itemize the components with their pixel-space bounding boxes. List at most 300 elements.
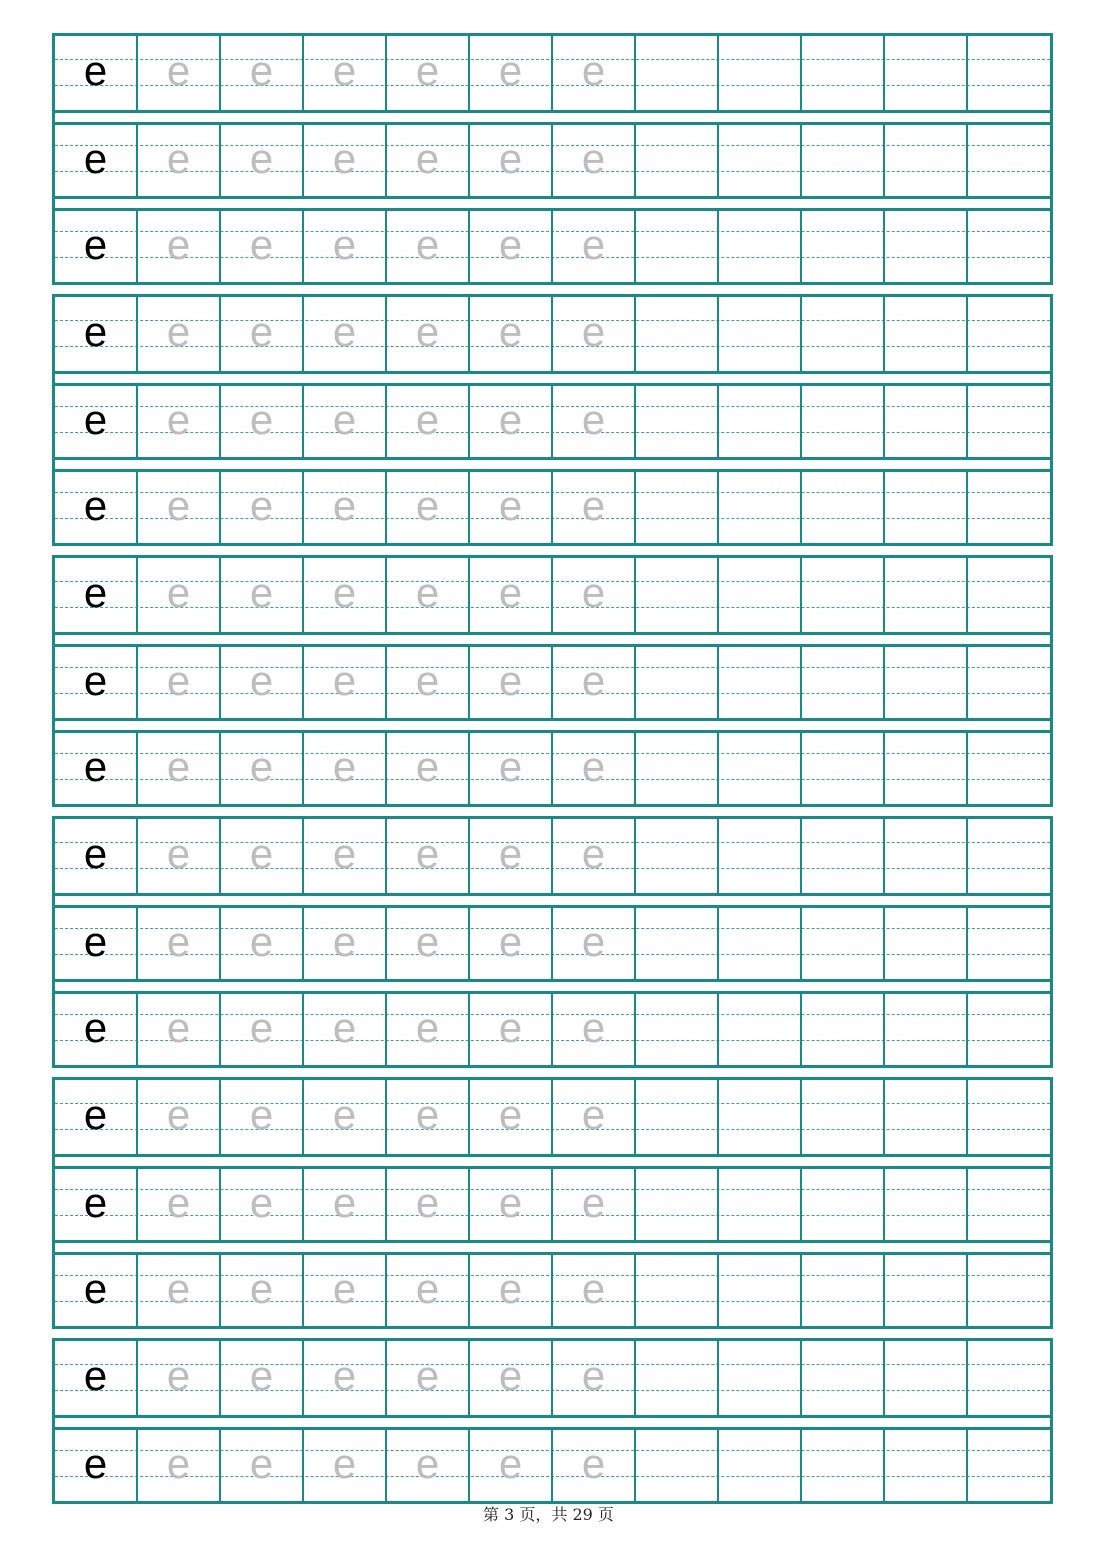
- row-group: [52, 1338, 1053, 1504]
- practice-row: [55, 644, 1050, 718]
- trace-letter: e: [581, 569, 606, 616]
- trace-letter: e: [581, 1091, 606, 1138]
- blank-writing-cell: [968, 1255, 1050, 1326]
- trace-letter: e: [166, 1091, 191, 1138]
- blank-writing-cell: [719, 1341, 802, 1415]
- blank-writing-cell: [885, 647, 968, 718]
- blank-writing-cell: [636, 994, 719, 1065]
- row-separator: [55, 371, 1050, 374]
- page-footer: 第 3 页，共 29 页: [483, 1505, 614, 1524]
- trace-letter: e: [249, 1352, 274, 1399]
- blank-writing-cell: [885, 1080, 968, 1154]
- trace-letter: e: [415, 1091, 440, 1138]
- trace-letter: e: [498, 1004, 523, 1051]
- blank-writing-cell: [636, 1080, 719, 1154]
- trace-letter-cell: [553, 297, 636, 371]
- practice-row: [55, 1080, 1050, 1154]
- trace-letter: e: [581, 1265, 606, 1312]
- model-letter-cell: [55, 647, 138, 718]
- blank-writing-cell: [719, 386, 802, 457]
- trace-letter: e: [249, 569, 274, 616]
- trace-letter-cell: [304, 297, 387, 371]
- model-letter: e: [83, 1091, 108, 1138]
- trace-letter-cell: [553, 472, 636, 543]
- trace-letter: e: [332, 221, 357, 268]
- blank-writing-cell: [636, 908, 719, 979]
- row-separator: [55, 893, 1050, 896]
- model-letter-cell: [55, 36, 138, 110]
- trace-letter-cell: [304, 1430, 387, 1501]
- blank-writing-cell: [885, 558, 968, 632]
- trace-letter: e: [498, 308, 523, 355]
- blank-writing-cell: [968, 1169, 1050, 1240]
- practice-row: [55, 36, 1050, 110]
- model-letter-cell: [55, 733, 138, 804]
- trace-letter-cell: [221, 1341, 304, 1415]
- trace-letter: e: [415, 657, 440, 704]
- trace-letter-cell: [304, 558, 387, 632]
- trace-letter: e: [249, 135, 274, 182]
- trace-letter-cell: [470, 908, 553, 979]
- trace-letter: e: [249, 1265, 274, 1312]
- trace-letter-cell: [553, 386, 636, 457]
- row-group: [52, 33, 1053, 285]
- blank-writing-cell: [719, 1080, 802, 1154]
- trace-letter: e: [166, 482, 191, 529]
- model-letter: e: [83, 830, 108, 877]
- blank-writing-cell: [885, 472, 968, 543]
- trace-letter: e: [498, 1091, 523, 1138]
- trace-letter-cell: [138, 125, 221, 196]
- trace-letter: e: [415, 482, 440, 529]
- row-separator: [55, 979, 1050, 982]
- blank-writing-cell: [968, 1080, 1050, 1154]
- blank-writing-cell: [968, 1341, 1050, 1415]
- practice-row: [55, 469, 1050, 543]
- trace-letter-cell: [221, 211, 304, 282]
- trace-letter-cell: [221, 994, 304, 1065]
- row-group: [52, 816, 1053, 1068]
- blank-writing-cell: [968, 1430, 1050, 1501]
- trace-letter-cell: [138, 472, 221, 543]
- trace-letter-cell: [304, 733, 387, 804]
- model-letter: e: [83, 569, 108, 616]
- trace-letter-cell: [138, 36, 221, 110]
- trace-letter: e: [581, 657, 606, 704]
- trace-letter: e: [166, 1004, 191, 1051]
- trace-letter: e: [166, 1265, 191, 1312]
- blank-writing-cell: [968, 558, 1050, 632]
- blank-writing-cell: [802, 125, 885, 196]
- trace-letter: e: [332, 657, 357, 704]
- practice-row: [55, 297, 1050, 371]
- trace-letter-cell: [304, 125, 387, 196]
- practice-row: [55, 1252, 1050, 1326]
- trace-letter: e: [166, 1352, 191, 1399]
- trace-letter-cell: [470, 211, 553, 282]
- blank-writing-cell: [885, 1430, 968, 1501]
- model-letter-cell: [55, 819, 138, 893]
- trace-letter: e: [332, 1091, 357, 1138]
- model-letter-cell: [55, 386, 138, 457]
- trace-letter-cell: [470, 1341, 553, 1415]
- trace-letter: e: [415, 1265, 440, 1312]
- trace-letter: e: [166, 657, 191, 704]
- trace-letter: e: [249, 482, 274, 529]
- practice-row: [55, 122, 1050, 196]
- trace-letter: e: [249, 1440, 274, 1487]
- blank-writing-cell: [885, 1169, 968, 1240]
- trace-letter-cell: [221, 558, 304, 632]
- trace-letter: e: [498, 1179, 523, 1226]
- trace-letter: e: [415, 569, 440, 616]
- practice-row: [55, 1427, 1050, 1501]
- trace-letter: e: [332, 482, 357, 529]
- trace-letter-cell: [553, 647, 636, 718]
- trace-letter-cell: [304, 386, 387, 457]
- trace-letter-cell: [221, 908, 304, 979]
- trace-letter: e: [415, 47, 440, 94]
- blank-writing-cell: [719, 647, 802, 718]
- trace-letter-cell: [304, 1341, 387, 1415]
- blank-writing-cell: [968, 819, 1050, 893]
- trace-letter-cell: [553, 1341, 636, 1415]
- row-separator: [55, 1415, 1050, 1418]
- trace-letter-cell: [304, 647, 387, 718]
- trace-letter: e: [332, 569, 357, 616]
- trace-letter: e: [332, 135, 357, 182]
- trace-letter-cell: [138, 211, 221, 282]
- trace-letter-cell: [470, 125, 553, 196]
- trace-letter: e: [498, 1265, 523, 1312]
- blank-writing-cell: [636, 125, 719, 196]
- trace-letter: e: [498, 918, 523, 965]
- blank-writing-cell: [802, 1341, 885, 1415]
- model-letter-cell: [55, 125, 138, 196]
- trace-letter-cell: [138, 908, 221, 979]
- trace-letter-cell: [387, 1430, 470, 1501]
- row-separator: [55, 196, 1050, 199]
- trace-letter-cell: [470, 994, 553, 1065]
- trace-letter: e: [498, 47, 523, 94]
- practice-row: [55, 383, 1050, 457]
- blank-writing-cell: [885, 994, 968, 1065]
- trace-letter-cell: [553, 908, 636, 979]
- trace-letter: e: [166, 221, 191, 268]
- blank-writing-cell: [885, 1255, 968, 1326]
- trace-letter: e: [249, 657, 274, 704]
- trace-letter-cell: [387, 1080, 470, 1154]
- practice-row: [55, 208, 1050, 282]
- trace-letter-cell: [221, 647, 304, 718]
- trace-letter: e: [415, 1440, 440, 1487]
- trace-letter-cell: [470, 297, 553, 371]
- trace-letter: e: [581, 1004, 606, 1051]
- trace-letter-cell: [221, 472, 304, 543]
- blank-writing-cell: [719, 819, 802, 893]
- blank-writing-cell: [636, 386, 719, 457]
- trace-letter-cell: [138, 1169, 221, 1240]
- model-letter: e: [83, 1179, 108, 1226]
- blank-writing-cell: [968, 125, 1050, 196]
- model-letter: e: [83, 1004, 108, 1051]
- blank-writing-cell: [636, 1341, 719, 1415]
- blank-writing-cell: [802, 386, 885, 457]
- blank-writing-cell: [968, 733, 1050, 804]
- blank-writing-cell: [885, 1341, 968, 1415]
- trace-letter-cell: [138, 1341, 221, 1415]
- trace-letter: e: [249, 396, 274, 443]
- blank-writing-cell: [636, 1169, 719, 1240]
- trace-letter-cell: [470, 472, 553, 543]
- blank-writing-cell: [636, 1430, 719, 1501]
- trace-letter-cell: [470, 1169, 553, 1240]
- trace-letter: e: [249, 830, 274, 877]
- trace-letter-cell: [553, 1080, 636, 1154]
- trace-letter: e: [332, 1440, 357, 1487]
- trace-letter-cell: [553, 211, 636, 282]
- trace-letter: e: [581, 482, 606, 529]
- trace-letter: e: [581, 743, 606, 790]
- trace-letter-cell: [470, 386, 553, 457]
- blank-writing-cell: [719, 211, 802, 282]
- blank-writing-cell: [719, 558, 802, 632]
- blank-writing-cell: [885, 125, 968, 196]
- trace-letter-cell: [387, 36, 470, 110]
- trace-letter: e: [166, 47, 191, 94]
- blank-writing-cell: [802, 472, 885, 543]
- trace-letter-cell: [553, 558, 636, 632]
- model-letter-cell: [55, 994, 138, 1065]
- trace-letter: e: [415, 135, 440, 182]
- trace-letter: e: [581, 1352, 606, 1399]
- trace-letter: e: [581, 135, 606, 182]
- trace-letter-cell: [553, 994, 636, 1065]
- trace-letter: e: [581, 47, 606, 94]
- trace-letter: e: [581, 1440, 606, 1487]
- blank-writing-cell: [885, 733, 968, 804]
- row-group: [52, 294, 1053, 546]
- trace-letter-cell: [387, 733, 470, 804]
- model-letter: e: [83, 743, 108, 790]
- trace-letter: e: [332, 1179, 357, 1226]
- trace-letter: e: [166, 918, 191, 965]
- trace-letter: e: [415, 1352, 440, 1399]
- trace-letter: e: [581, 221, 606, 268]
- model-letter-cell: [55, 1341, 138, 1415]
- row-separator: [55, 457, 1050, 460]
- blank-writing-cell: [968, 908, 1050, 979]
- trace-letter-cell: [138, 1430, 221, 1501]
- row-separator: [55, 1154, 1050, 1157]
- model-letter-cell: [55, 1080, 138, 1154]
- trace-letter: e: [249, 47, 274, 94]
- model-letter-cell: [55, 558, 138, 632]
- blank-writing-cell: [636, 297, 719, 371]
- trace-letter-cell: [221, 733, 304, 804]
- trace-letter-cell: [470, 819, 553, 893]
- practice-row: [55, 991, 1050, 1065]
- trace-letter: e: [166, 743, 191, 790]
- blank-writing-cell: [802, 1080, 885, 1154]
- trace-letter: e: [415, 221, 440, 268]
- practice-row: [55, 558, 1050, 632]
- model-letter: e: [83, 135, 108, 182]
- trace-letter-cell: [470, 647, 553, 718]
- trace-letter-cell: [470, 733, 553, 804]
- blank-writing-cell: [802, 1255, 885, 1326]
- trace-letter: e: [166, 830, 191, 877]
- trace-letter-cell: [387, 1341, 470, 1415]
- blank-writing-cell: [636, 647, 719, 718]
- trace-letter-cell: [138, 1255, 221, 1326]
- blank-writing-cell: [802, 36, 885, 110]
- trace-letter: e: [498, 482, 523, 529]
- blank-writing-cell: [968, 647, 1050, 718]
- trace-letter: e: [415, 308, 440, 355]
- trace-letter: e: [415, 830, 440, 877]
- trace-letter: e: [166, 396, 191, 443]
- trace-letter: e: [249, 1004, 274, 1051]
- blank-writing-cell: [885, 36, 968, 110]
- trace-letter-cell: [304, 1255, 387, 1326]
- blank-writing-cell: [636, 819, 719, 893]
- trace-letter-cell: [304, 36, 387, 110]
- model-letter: e: [83, 1440, 108, 1487]
- trace-letter: e: [415, 1004, 440, 1051]
- trace-letter: e: [581, 396, 606, 443]
- trace-letter-cell: [221, 819, 304, 893]
- trace-letter-cell: [221, 1080, 304, 1154]
- blank-writing-cell: [719, 1430, 802, 1501]
- model-letter-cell: [55, 1169, 138, 1240]
- trace-letter-cell: [387, 558, 470, 632]
- blank-writing-cell: [719, 1255, 802, 1326]
- blank-writing-cell: [802, 994, 885, 1065]
- trace-letter-cell: [470, 1255, 553, 1326]
- blank-writing-cell: [968, 36, 1050, 110]
- trace-letter: e: [498, 1440, 523, 1487]
- trace-letter: e: [581, 918, 606, 965]
- trace-letter: e: [498, 569, 523, 616]
- trace-letter-cell: [553, 125, 636, 196]
- practice-row: [55, 730, 1050, 804]
- model-letter-cell: [55, 1255, 138, 1326]
- trace-letter: e: [332, 1265, 357, 1312]
- model-letter: e: [83, 1265, 108, 1312]
- trace-letter-cell: [553, 733, 636, 804]
- trace-letter-cell: [221, 36, 304, 110]
- trace-letter: e: [332, 1004, 357, 1051]
- blank-writing-cell: [636, 211, 719, 282]
- row-separator: [55, 632, 1050, 635]
- trace-letter-cell: [553, 1255, 636, 1326]
- trace-letter-cell: [221, 1169, 304, 1240]
- trace-letter-cell: [304, 472, 387, 543]
- trace-letter: e: [498, 396, 523, 443]
- trace-letter-cell: [304, 819, 387, 893]
- model-letter: e: [83, 1352, 108, 1399]
- blank-writing-cell: [719, 733, 802, 804]
- trace-letter: e: [332, 308, 357, 355]
- trace-letter: e: [166, 1179, 191, 1226]
- model-letter: e: [83, 396, 108, 443]
- trace-letter: e: [498, 657, 523, 704]
- trace-letter: e: [332, 830, 357, 877]
- blank-writing-cell: [802, 908, 885, 979]
- model-letter: e: [83, 918, 108, 965]
- blank-writing-cell: [968, 211, 1050, 282]
- trace-letter-cell: [553, 1430, 636, 1501]
- trace-letter: e: [249, 221, 274, 268]
- trace-letter: e: [249, 1179, 274, 1226]
- trace-letter: e: [415, 396, 440, 443]
- trace-letter-cell: [221, 297, 304, 371]
- trace-letter: e: [498, 743, 523, 790]
- trace-letter: e: [166, 135, 191, 182]
- blank-writing-cell: [636, 558, 719, 632]
- blank-writing-cell: [802, 1430, 885, 1501]
- blank-writing-cell: [968, 386, 1050, 457]
- trace-letter-cell: [221, 125, 304, 196]
- trace-letter: e: [249, 743, 274, 790]
- blank-writing-cell: [719, 472, 802, 543]
- row-separator: [55, 1240, 1050, 1243]
- trace-letter-cell: [387, 819, 470, 893]
- blank-writing-cell: [636, 472, 719, 543]
- model-letter-cell: [55, 211, 138, 282]
- trace-letter: e: [498, 221, 523, 268]
- trace-letter: e: [415, 918, 440, 965]
- trace-letter-cell: [304, 1080, 387, 1154]
- blank-writing-cell: [885, 819, 968, 893]
- worksheet-grid: [52, 33, 1053, 1513]
- trace-letter: e: [581, 830, 606, 877]
- trace-letter-cell: [470, 558, 553, 632]
- trace-letter: e: [332, 47, 357, 94]
- blank-writing-cell: [885, 297, 968, 371]
- trace-letter: e: [498, 830, 523, 877]
- trace-letter: e: [498, 135, 523, 182]
- practice-row: [55, 819, 1050, 893]
- trace-letter-cell: [138, 647, 221, 718]
- trace-letter: e: [166, 569, 191, 616]
- trace-letter-cell: [138, 297, 221, 371]
- trace-letter-cell: [553, 1169, 636, 1240]
- trace-letter: e: [332, 396, 357, 443]
- model-letter: e: [83, 657, 108, 704]
- trace-letter-cell: [470, 1430, 553, 1501]
- blank-writing-cell: [802, 211, 885, 282]
- model-letter: e: [83, 482, 108, 529]
- trace-letter-cell: [138, 386, 221, 457]
- blank-writing-cell: [802, 819, 885, 893]
- row-separator: [55, 718, 1050, 721]
- trace-letter: e: [332, 1352, 357, 1399]
- model-letter-cell: [55, 908, 138, 979]
- blank-writing-cell: [885, 386, 968, 457]
- trace-letter: e: [581, 1179, 606, 1226]
- trace-letter-cell: [470, 36, 553, 110]
- trace-letter-cell: [553, 36, 636, 110]
- trace-letter: e: [166, 1440, 191, 1487]
- trace-letter-cell: [138, 733, 221, 804]
- blank-writing-cell: [802, 733, 885, 804]
- blank-writing-cell: [719, 1169, 802, 1240]
- model-letter-cell: [55, 472, 138, 543]
- trace-letter-cell: [387, 211, 470, 282]
- trace-letter-cell: [221, 1430, 304, 1501]
